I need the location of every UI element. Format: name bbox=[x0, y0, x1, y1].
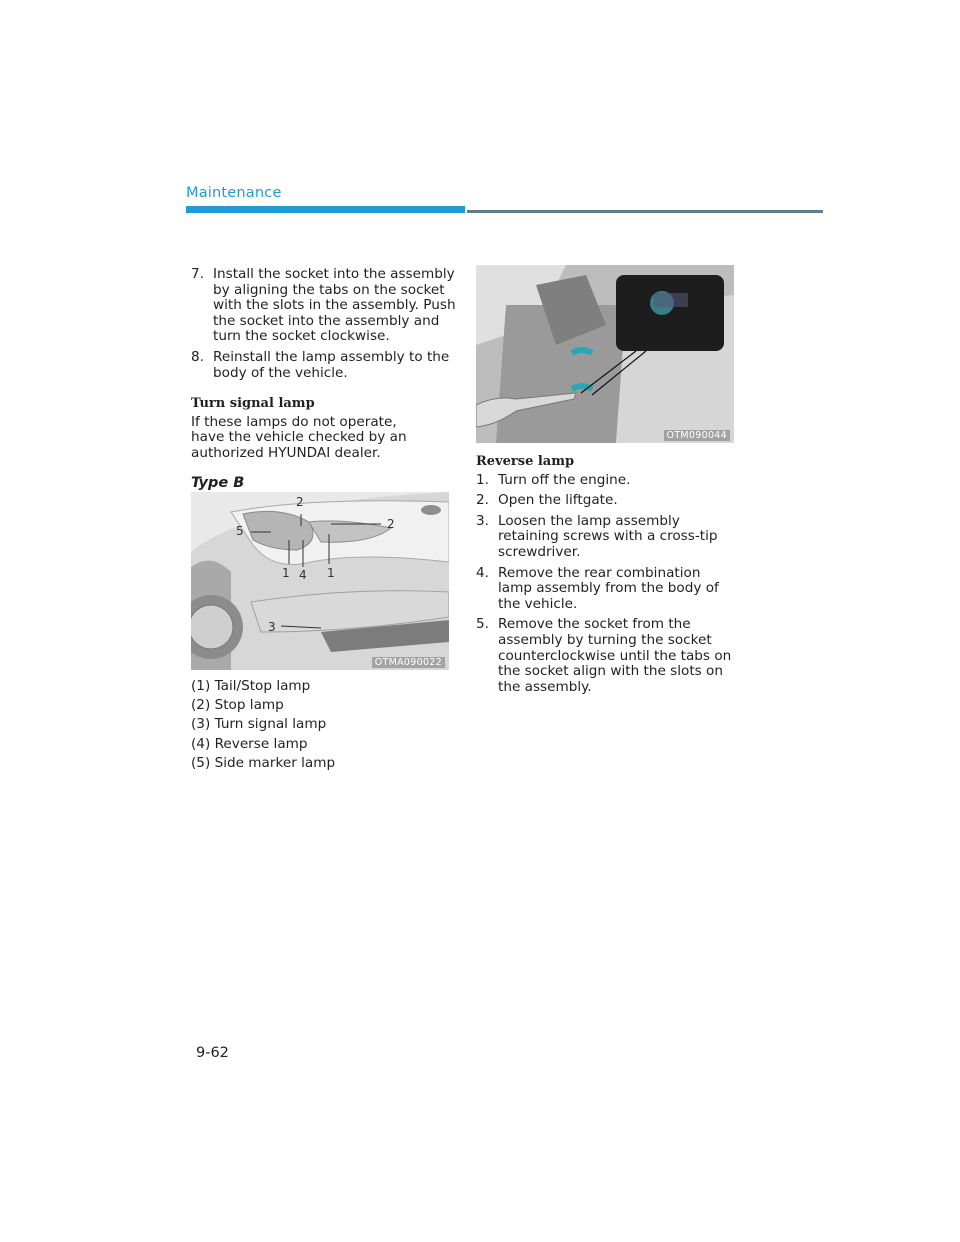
reverse-step-1 bbox=[476, 473, 738, 489]
reverse-step-3 bbox=[476, 514, 738, 561]
right-column bbox=[476, 454, 738, 700]
figure-code: OTM090044 bbox=[664, 430, 730, 441]
step-number: 1. bbox=[476, 471, 489, 488]
page-number: 9-62 bbox=[196, 1045, 229, 1061]
header-rule-accent bbox=[186, 206, 465, 213]
lamp-legend bbox=[191, 679, 457, 775]
header-rule bbox=[467, 210, 823, 213]
reverse-step-5 bbox=[476, 617, 738, 695]
callout-3: 3 bbox=[268, 620, 276, 634]
legend-item: (1) Tail/Stop lamp bbox=[191, 678, 311, 694]
callout-4: 4 bbox=[299, 568, 307, 582]
step-text: Remove the rear combination lamp assembly from the body of the vehicle. bbox=[498, 564, 719, 612]
left-column bbox=[191, 267, 457, 491]
turn-signal-body: If these lamps do not operate, have the vehicle checked by an authorized HYUNDAI dealer. bbox=[191, 413, 407, 461]
reverse-lamp-figure bbox=[476, 265, 734, 443]
callout-5: 5 bbox=[236, 524, 244, 538]
step-number: 4. bbox=[476, 564, 489, 581]
section-title: Maintenance bbox=[186, 185, 282, 201]
type-b-heading: Type B bbox=[191, 474, 245, 491]
liftgate-screwdriver-illustration bbox=[476, 265, 734, 443]
step-text: Loosen the lamp assembly retaining screws with a cross-tip screwdriver. bbox=[498, 512, 718, 560]
step-text: Install the socket into the assembly by aligning the tabs on the socket with the slots in the assembly. Push the socket into the assembly and turn the socket clockwise. bbox=[213, 266, 456, 345]
step-text: Open the liftgate. bbox=[498, 492, 618, 509]
legend-item: (5) Side marker lamp bbox=[191, 754, 336, 771]
callout-1-right: 1 bbox=[327, 566, 335, 580]
reverse-step-4 bbox=[476, 566, 738, 613]
step-number: 7. bbox=[191, 266, 204, 282]
step-7 bbox=[191, 267, 457, 345]
turn-signal-heading: Turn signal lamp bbox=[191, 396, 315, 412]
step-text: Remove the socket from the assembly by turning the socket counterclockwise until the tabs on the socket align with the slots on the assembly. bbox=[498, 616, 732, 695]
step-number: 8. bbox=[191, 348, 204, 365]
legend-item: (2) Stop lamp bbox=[191, 697, 284, 714]
callout-2-top: 2 bbox=[296, 495, 304, 509]
step-number: 3. bbox=[476, 512, 489, 529]
step-text: Reinstall the lamp assembly to the body of the vehicle. bbox=[213, 348, 450, 381]
step-number: 2. bbox=[476, 492, 489, 509]
callout-2-right: 2 bbox=[387, 517, 395, 531]
step-8 bbox=[191, 350, 457, 381]
rear-vehicle-illustration bbox=[191, 492, 449, 670]
figure-code: OTMA090022 bbox=[372, 657, 445, 668]
reverse-lamp-heading: Reverse lamp bbox=[476, 454, 575, 469]
step-number: 5. bbox=[476, 616, 489, 633]
type-b-figure bbox=[191, 492, 449, 670]
callout-1-left: 1 bbox=[282, 566, 290, 580]
legend-item: (4) Reverse lamp bbox=[191, 735, 308, 752]
step-text: Turn off the engine. bbox=[498, 471, 631, 488]
legend-item: (3) Turn signal lamp bbox=[191, 716, 327, 733]
reverse-step-2 bbox=[476, 493, 738, 509]
